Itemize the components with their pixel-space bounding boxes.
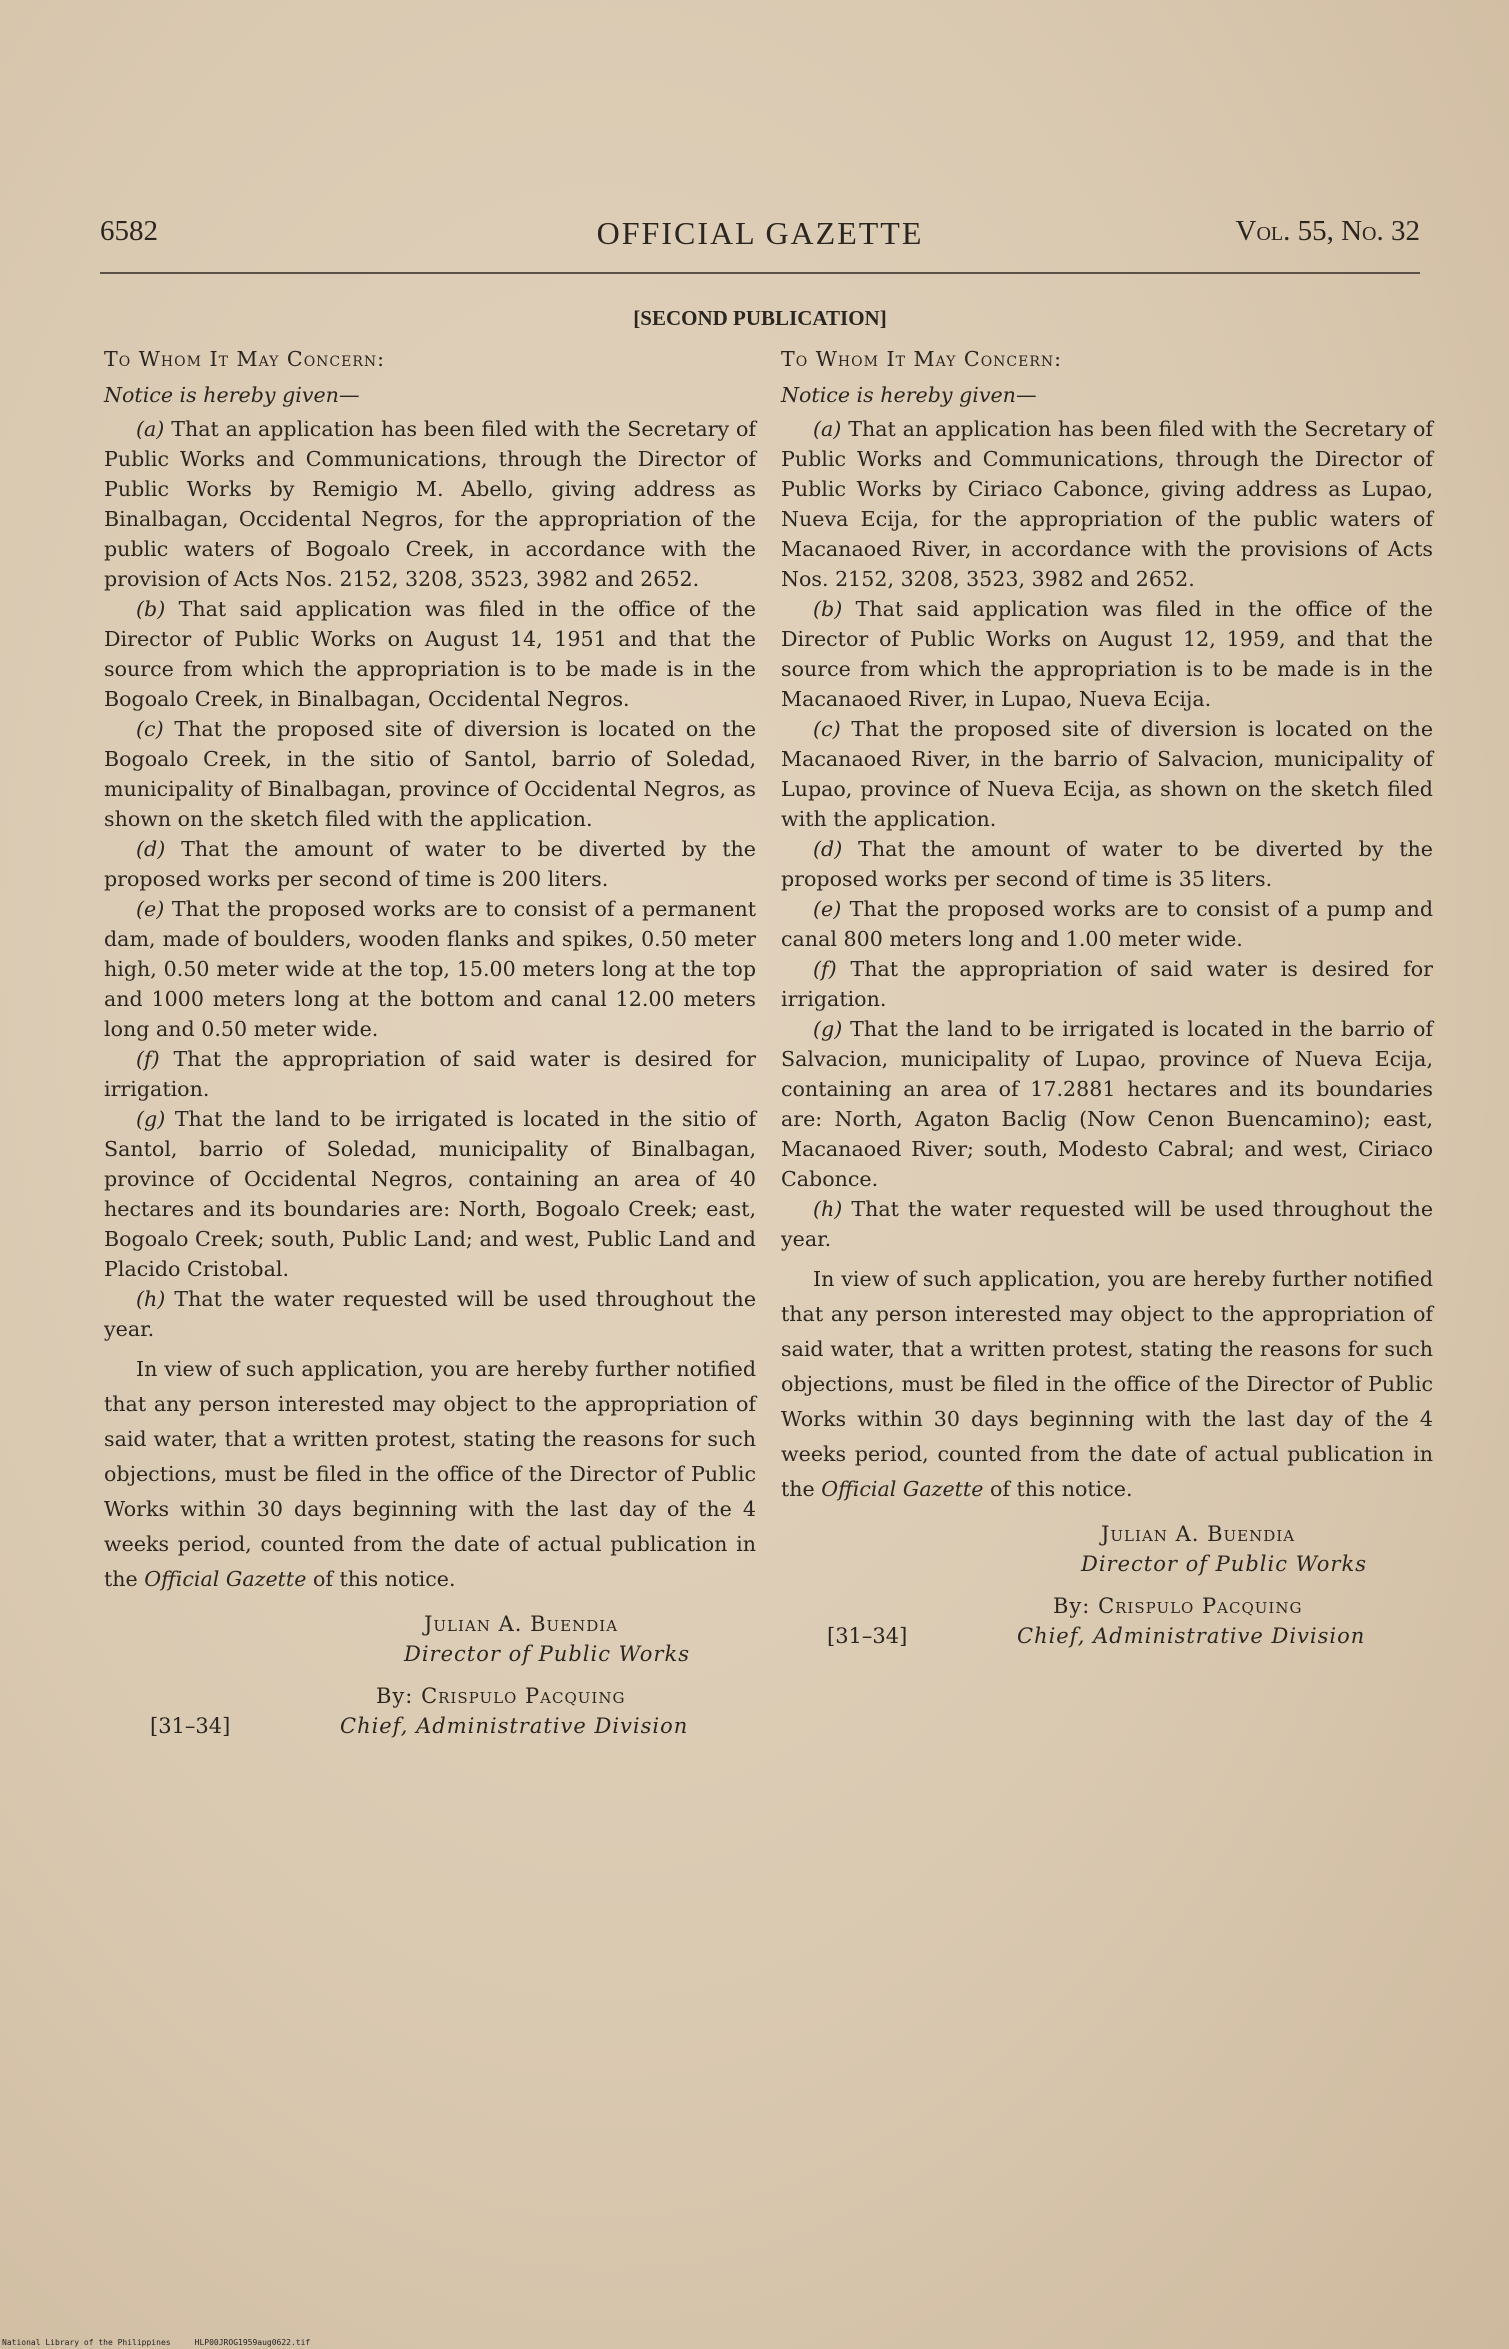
paragraph-b	[781, 594, 1433, 714]
paragraph-label: (a)	[813, 417, 842, 441]
paragraph-text: That an application has been filed with the Secretary of Public Works and Communications, through the Director of Public Works by Ciriaco Cabonce, giving address as Lupao, Nueva Ecija, for the appropriation of the public waters of Macanaoed River, in accordance with the provisions of Acts Nos. 2152, 3208, 3523, 3982 and 2652.	[781, 417, 1433, 591]
paragraph-a	[104, 414, 756, 594]
paragraph-label: (h)	[813, 1197, 843, 1221]
paragraph-label: (a)	[136, 417, 165, 441]
paragraph-label: (e)	[136, 897, 165, 921]
by-line	[1053, 1591, 1302, 1621]
paragraph-h	[781, 1194, 1433, 1254]
paragraph-label: (e)	[813, 897, 842, 921]
by-title: Chief, Administrative Division	[340, 1714, 689, 1738]
paragraph-e	[781, 894, 1433, 954]
paragraph-label: (h)	[136, 1287, 166, 1311]
closing-text: In view of such application, you are hereby further notified that any person interested may object to the appropriation of said water, that a written protest, stating the reasons for such objections, must be filed in the office of the Director of Public Works within 30 days beginning with the last day of the 4 weeks period, counted from the date of actual publication in the	[104, 1357, 756, 1591]
closing-end: of this notice.	[989, 1477, 1133, 1501]
paragraph-text: That an application has been filed with the Secretary of Public Works and Communications, through the Director of Public Works by Remigio M. Abello, giving address as Binalbagan, Occidental Negros, for the appropriation of the public waters of Bogoalo Creek, in accordance with the provision of Acts Nos. 2152, 3208, 3523, 3982 and 2652.	[104, 417, 756, 591]
paragraph-label: (g)	[136, 1107, 166, 1131]
paragraph-f	[104, 1044, 756, 1104]
gazette-name: Official Gazette	[144, 1567, 307, 1591]
volume-number: Vol. 55, No. 32	[1235, 215, 1420, 247]
closing-paragraph	[104, 1352, 756, 1597]
closing-end: of this notice.	[312, 1567, 456, 1591]
issue-reference: [31–34]	[827, 1624, 908, 1648]
paragraph-text: That the proposed site of diversion is located on the Macanaoed River, in the barrio of Salvacion, municipality of Lupao, province of Nueva Ecija, as shown on the sketch filed with the application.	[781, 717, 1434, 831]
closing-text: In view of such application, you are hereby further notified that any person interested may object to the appropriation of said water, that a written protest, stating the reasons for such objections, must be filed in the office of the Director of Public Works within 30 days beginning with the last day of the 4 weeks period, counted from the date of actual publication in the	[781, 1267, 1433, 1501]
paragraph-d	[104, 834, 756, 894]
by-title: Chief, Administrative Division	[1017, 1624, 1366, 1648]
paragraph-text: That said application was filed in the office of the Director of Public Works on August 12, 1959, and that the source from which the appropriation is to be made is in the Macanaoed River, in Lupao, Nueva Ecija.	[781, 597, 1433, 711]
paragraph-label: (c)	[136, 717, 164, 741]
page-header	[100, 215, 1420, 261]
paragraph-a	[781, 414, 1433, 594]
by-line	[376, 1681, 625, 1711]
paragraph-text: That the land to be irrigated is located in the barrio of Salvacion, municipality of Lupao, province of Nueva Ecija, containing an area of 17.2881 hectares and its boundaries are: North, Agaton Baclig (Now Cenon Buencamino); east, Macanaoed River; south, Modesto Cabral; and west, Ciriaco Cabonce.	[781, 1017, 1434, 1191]
publication-title: OFFICIAL GAZETTE	[596, 215, 924, 251]
paragraph-e	[104, 894, 756, 1044]
by-label: By:	[1053, 1594, 1091, 1618]
paragraph-text: That the proposed works are to consist of a pump and canal 800 meters long and 1.00 meter wide.	[781, 897, 1433, 951]
by-name: Crispulo Pacquing	[421, 1684, 626, 1708]
gazette-name: Official Gazette	[821, 1477, 984, 1501]
paragraph-label: (g)	[813, 1017, 843, 1041]
paragraph-label: (f)	[136, 1047, 160, 1071]
signature-block	[104, 1609, 756, 1749]
scan-footer: National Library of the Philippines HLP00JROG1959aug0622.tif	[2, 2338, 311, 2347]
paragraph-text: That the proposed site of diversion is located on the Bogoalo Creek, in the sitio of Santol, barrio of Soledad, municipality of Binalbagan, province of Occidental Negros, as shown on the sketch filed with the application.	[104, 717, 757, 831]
paragraph-c	[781, 714, 1433, 834]
notice-column-left	[104, 344, 756, 1749]
page-number: 6582	[100, 215, 158, 247]
paragraph-label: (d)	[136, 837, 166, 861]
issue-reference: [31–34]	[150, 1714, 231, 1738]
paragraph-label: (b)	[136, 597, 166, 621]
salutation: To Whom It May Concern:	[104, 347, 386, 371]
paragraph-text: That the amount of water to be diverted by the proposed works per second of time is 35 liters.	[781, 837, 1433, 891]
paragraph-text: That the water requested will be used throughout the year.	[104, 1287, 757, 1341]
paragraph-text: That the land to be irrigated is located in the sitio of Santol, barrio of Soledad, municipality of Binalbagan, province of Occidental Negros, containing an area of 40 hectares and its boundaries are: North, Bogoalo Creek; east, Bogoalo Creek; south, Public Land; and west, Public Land and Placido Cristobal.	[104, 1107, 757, 1281]
paragraph-label: (d)	[813, 837, 843, 861]
paragraph-b	[104, 594, 756, 714]
paragraph-text: That the amount of water to be diverted by the proposed works per second of time is 200 liters.	[104, 837, 756, 891]
notice-column-right	[781, 344, 1433, 1659]
paragraph-text: That the proposed works are to consist of a permanent dam, made of boulders, wooden flanks and spikes, 0.50 meter high, 0.50 meter wide at the top, 15.00 meters long at the top and 1000 meters long at the bottom and canal 12.00 meters long and 0.50 meter wide.	[104, 897, 757, 1041]
by-name: Crispulo Pacquing	[1098, 1594, 1303, 1618]
paragraph-g	[104, 1104, 756, 1284]
closing-paragraph	[781, 1262, 1433, 1507]
publication-label: [SECOND PUBLICATION]	[633, 306, 887, 330]
paragraph-label: (c)	[813, 717, 841, 741]
notice-given: Notice is hereby given—	[781, 383, 1037, 407]
header-rule	[100, 272, 1420, 274]
paragraph-f	[781, 954, 1433, 1014]
by-label: By:	[376, 1684, 414, 1708]
signatory-title: Director of Public Works	[1081, 1552, 1367, 1576]
signatory-name: Julian A. Buendia	[424, 1612, 619, 1636]
paragraph-text: That the appropriation of said water is desired for irrigation.	[104, 1047, 757, 1101]
paragraph-c	[104, 714, 756, 834]
paragraph-text: That said application was filed in the office of the Director of Public Works on August 14, 1951 and that the source from which the appropriation is to be made is in the Bogoalo Creek, in Binalbagan, Occidental Negros.	[104, 597, 756, 711]
paragraph-label: (f)	[813, 957, 837, 981]
signature-block	[781, 1519, 1433, 1659]
signatory-title: Director of Public Works	[404, 1642, 690, 1666]
signatory-name: Julian A. Buendia	[1101, 1522, 1296, 1546]
paragraph-label: (b)	[813, 597, 843, 621]
paragraph-g	[781, 1014, 1433, 1194]
notice-given: Notice is hereby given—	[104, 383, 360, 407]
paragraph-d	[781, 834, 1433, 894]
salutation: To Whom It May Concern:	[781, 347, 1063, 371]
paragraph-h	[104, 1284, 756, 1344]
paragraph-text: That the appropriation of said water is desired for irrigation.	[781, 957, 1434, 1011]
paragraph-text: That the water requested will be used throughout the year.	[781, 1197, 1434, 1251]
